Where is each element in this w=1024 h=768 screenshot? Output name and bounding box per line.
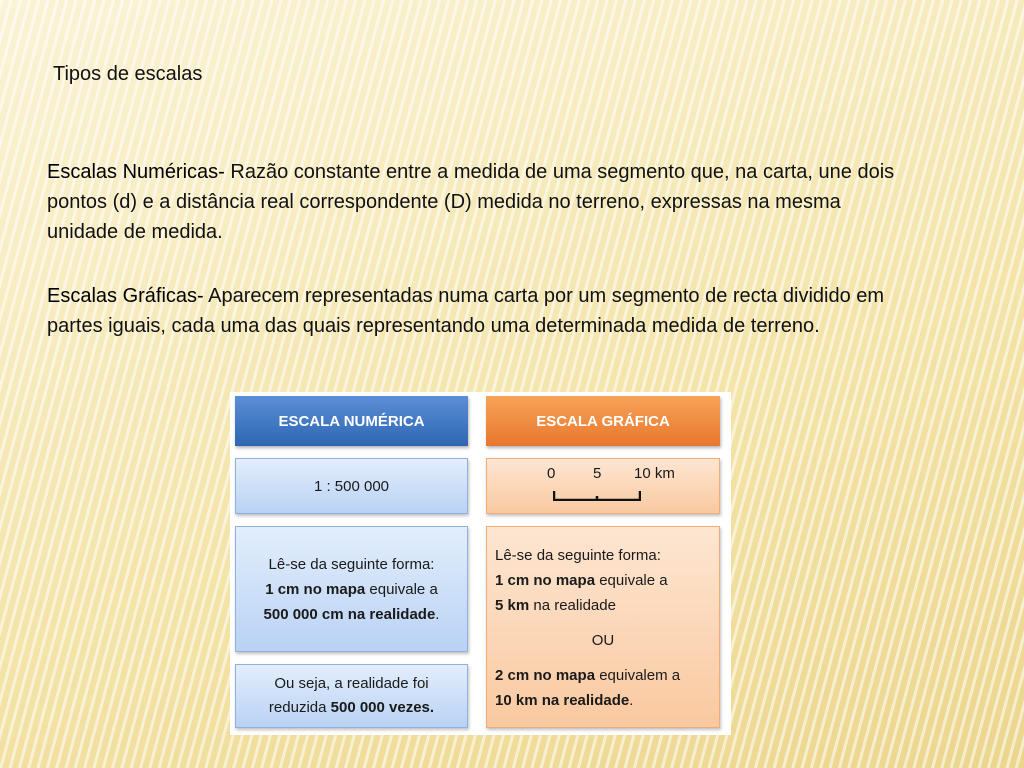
graphic-scale-definition: Aparecem representadas numa carta por um segmento de recta dividido em partes iguais, cada uma das quais representando uma determinada medida de terreno. [47, 285, 885, 337]
numeric-conclusion-box [235, 664, 468, 728]
graphic-scale-bar-box [486, 458, 720, 514]
graphic-reading-line3: 5 km na realidade [495, 597, 616, 614]
scale-bar-icon [553, 491, 641, 501]
graphic-reading-line4: 2 cm no mapa equivalem a [495, 667, 681, 684]
scales-figure [230, 392, 731, 735]
numeric-scale-definition: Razão constante entre a medida de uma segmento que, na carta, une dois pontos (d) e a distância real correspondente (D) medida no terreno, expressas na mesma unidade de medida. [47, 161, 895, 243]
graphic-reading-or: OU [591, 632, 615, 649]
numeric-scale-paragraph [47, 157, 907, 247]
graphic-reading-line1: Lê-se da seguinte forma: [495, 547, 661, 564]
scale-label-5: 5 [593, 465, 602, 482]
graphic-reading-line5: 10 km na realidade. [495, 692, 634, 709]
numeric-reading-line3: 500 000 cm na realidade. [263, 605, 440, 623]
numeric-ratio-box [235, 458, 468, 514]
scale-label-10km: 10 km [634, 465, 675, 482]
numeric-ratio: 1 : 500 000 [313, 477, 390, 495]
numeric-scale-term: Escalas Numéricas- [47, 161, 225, 183]
graphic-scale-header: ESCALA GRÁFICA [486, 396, 720, 446]
graphic-scale-term: Escalas Gráficas- [47, 285, 204, 307]
graphic-scale-paragraph [47, 281, 907, 341]
numeric-conclusion-line2: reduzida 500 000 vezes. [268, 699, 435, 716]
scale-label-0: 0 [547, 465, 556, 482]
slide-title: Tipos de escalas [53, 63, 203, 85]
numeric-reading-line2: 1 cm no mapa equivale a [265, 580, 438, 598]
numeric-conclusion-line1: Ou seja, a realidade foi [274, 675, 429, 692]
numeric-reading-box [235, 526, 468, 652]
numeric-reading-line1: Lê-se da seguinte forma: [268, 555, 435, 573]
numeric-scale-header: ESCALA NUMÉRICA [235, 396, 468, 446]
graphic-reading-box [486, 526, 720, 728]
graphic-reading-line2: 1 cm no mapa equivale a [495, 572, 668, 589]
